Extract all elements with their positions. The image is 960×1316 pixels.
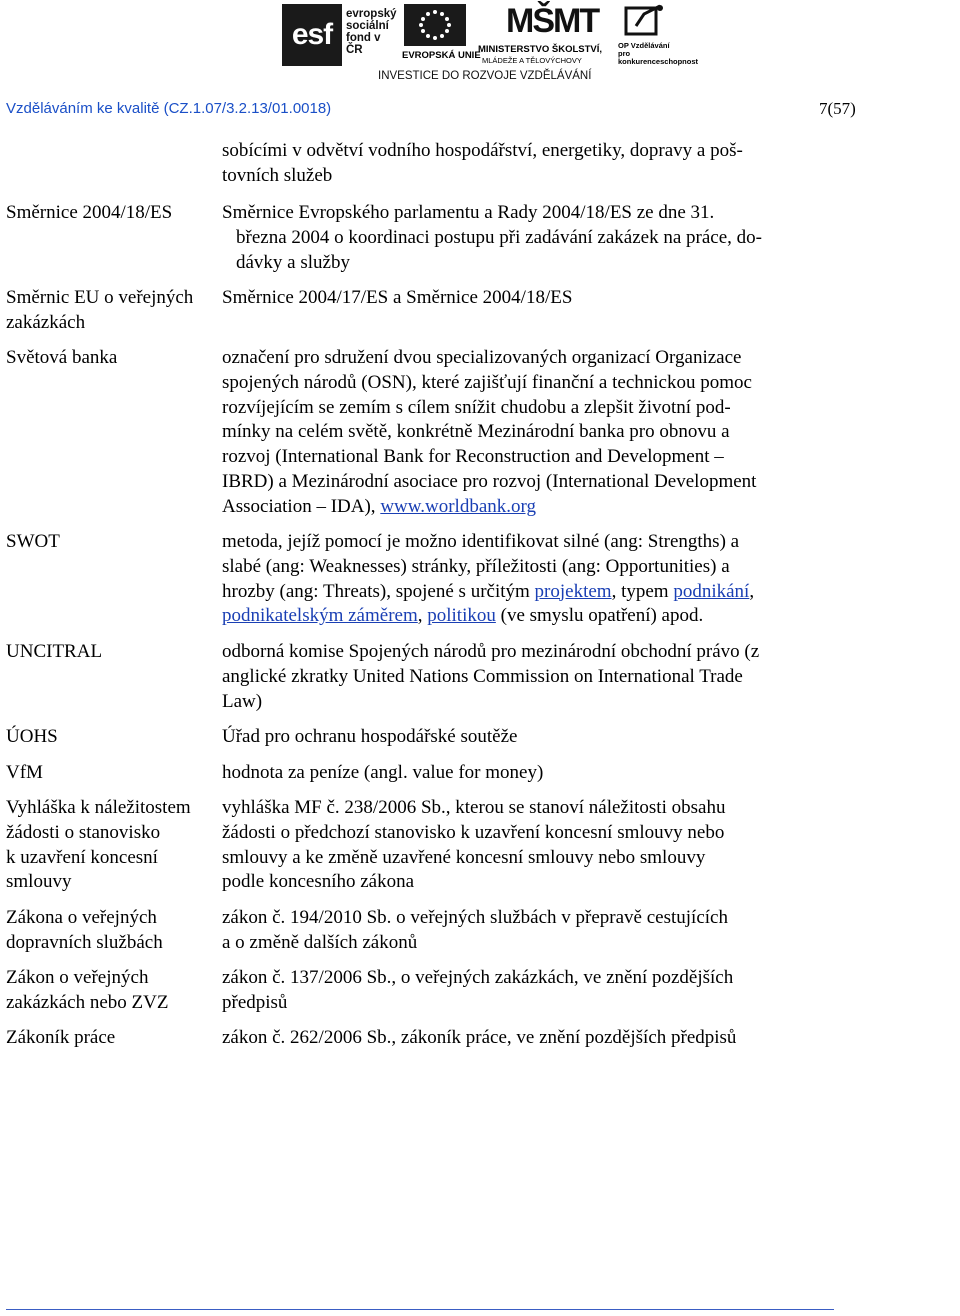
entry-definition: hodnota za peníze (angl. value for money) bbox=[222, 762, 544, 783]
politika-link[interactable]: politikou bbox=[427, 605, 496, 627]
entry-term: VfM bbox=[6, 762, 43, 783]
entry-definition: označení pro sdružení dvou specializovaných organizací Organizace spojených národů (OSN), které zajišťují finanční a technickou pomoc rozvíjejícím se zemím s cílem snížit chudobu a zlepšit životní pod- mínky na celém světě, konkrétně Mezinárodní banka pro obnovu a rozvoj (International Bank for Reconstruction and Development – IBRD) a Mezinárodní asociace pro rozvoj (International Development Association – IDA), www.worldbank.org bbox=[222, 347, 757, 517]
esf-mark: esf bbox=[282, 4, 342, 66]
entry-definition: Směrnice Evropského parlamentu a Rady 2004/18/ES ze dne 31. března 2004 o koordinaci postupu při zadávání zakázek na práce, do- dávky a služby bbox=[222, 202, 762, 273]
op-logo bbox=[614, 4, 699, 66]
eu-flag-icon bbox=[404, 4, 466, 46]
entry-definition: zákon č. 194/2010 Sb. o veřejných službách v přepravě cestujících a o změně dalších zákonů bbox=[222, 907, 728, 953]
bottom-divider bbox=[6, 1309, 834, 1310]
entry-term: UNCITRAL bbox=[6, 641, 103, 662]
op-text: OP Vzdělávání pro konkurenceschopnost bbox=[618, 41, 699, 66]
esf-text: evropský sociální fond v ČR bbox=[346, 8, 397, 56]
msmt-line2: MLÁDEŽE A TĚLOVÝCHOVY bbox=[482, 56, 582, 65]
entry-term: SWOT bbox=[6, 531, 60, 552]
entry-term: Vyhláška k náležitostem žádosti o stanovisko k uzavření koncesní smlouvy bbox=[6, 797, 191, 893]
projekt-link[interactable]: projektem bbox=[534, 580, 612, 602]
logo-bar bbox=[282, 2, 699, 84]
entry-term: Zákon o veřejných zakázkách nebo ZVZ bbox=[6, 967, 169, 1013]
entry-definition: vyhláška MF č. 238/2006 Sb., kterou se stanoví náležitosti obsahu žádosti o předchozí stanovisko k uzavření koncesní smlouvy nebo smlouvy a ke změně uzavřené koncesní smlouvy nebo smlouvy podle koncesního zákona bbox=[222, 797, 726, 893]
msmt-logo bbox=[478, 2, 603, 66]
entry-definition: sobícími v odvětví vodního hospodářství, energetiky, dopravy a poš- tovních služeb bbox=[222, 140, 743, 186]
entry-definition: metoda, jejíž pomocí je možno identifikovat silné (ang: Strengths) a slabé (ang: Weaknesses) stránky, příležitosti (ang: Opportunities) a hrozby (ang: Threats), spojené s určitým projektem, typem podnikání, podnikatelským záměrem, politikou (ve smyslu opatření) apod. bbox=[222, 531, 755, 627]
entry-term: Směrnice 2004/18/ES bbox=[6, 202, 173, 223]
entry-definition: Úřad pro ochranu hospodářské soutěže bbox=[222, 726, 518, 747]
entry-term: ÚOHS bbox=[6, 726, 58, 747]
project-header: Vzděláváním ke kvalitě (CZ.1.07/3.2.13/01.0018) bbox=[6, 100, 332, 117]
entry-term: Směrnic EU o veřejných zakázkách bbox=[6, 287, 194, 333]
op-mark-icon bbox=[622, 4, 666, 38]
eu-caption: EVROPSKÁ UNIE bbox=[402, 50, 481, 61]
msmt-mark: MŠMT bbox=[506, 2, 599, 40]
entry-term: Zákoník práce bbox=[6, 1027, 116, 1048]
entry-definition: zákon č. 137/2006 Sb., o veřejných zakázkách, ve znění pozdějších předpisů bbox=[222, 967, 734, 1013]
msmt-line1: MINISTERSTVO ŠKOLSTVÍ, bbox=[478, 44, 603, 55]
podnikani-link[interactable]: podnikání bbox=[673, 580, 750, 602]
entry-term: Světová banka bbox=[6, 347, 118, 368]
entry-term: Zákona o veřejných dopravních službách bbox=[6, 907, 163, 953]
investice-tagline: INVESTICE DO ROZVOJE VZDĚLÁVÁNÍ bbox=[378, 70, 592, 82]
esf-logo bbox=[282, 4, 397, 66]
page-number: 7(57) bbox=[819, 99, 856, 118]
entry-definition: odborná komise Spojených národů pro mezinárodní obchodní právo (z anglické zkratky United Nations Commission on International Trade Law) bbox=[222, 641, 760, 712]
entry-definition: Směrnice 2004/17/ES a Směrnice 2004/18/ES bbox=[222, 287, 573, 308]
podnikatelsky-zamer-link[interactable]: podnikatelským záměrem bbox=[222, 605, 418, 627]
eu-logo bbox=[402, 4, 481, 66]
worldbank-link[interactable]: www.worldbank.org bbox=[380, 495, 536, 517]
entry-definition: zákon č. 262/2006 Sb., zákoník práce, ve znění pozdějších předpisů bbox=[222, 1027, 737, 1048]
